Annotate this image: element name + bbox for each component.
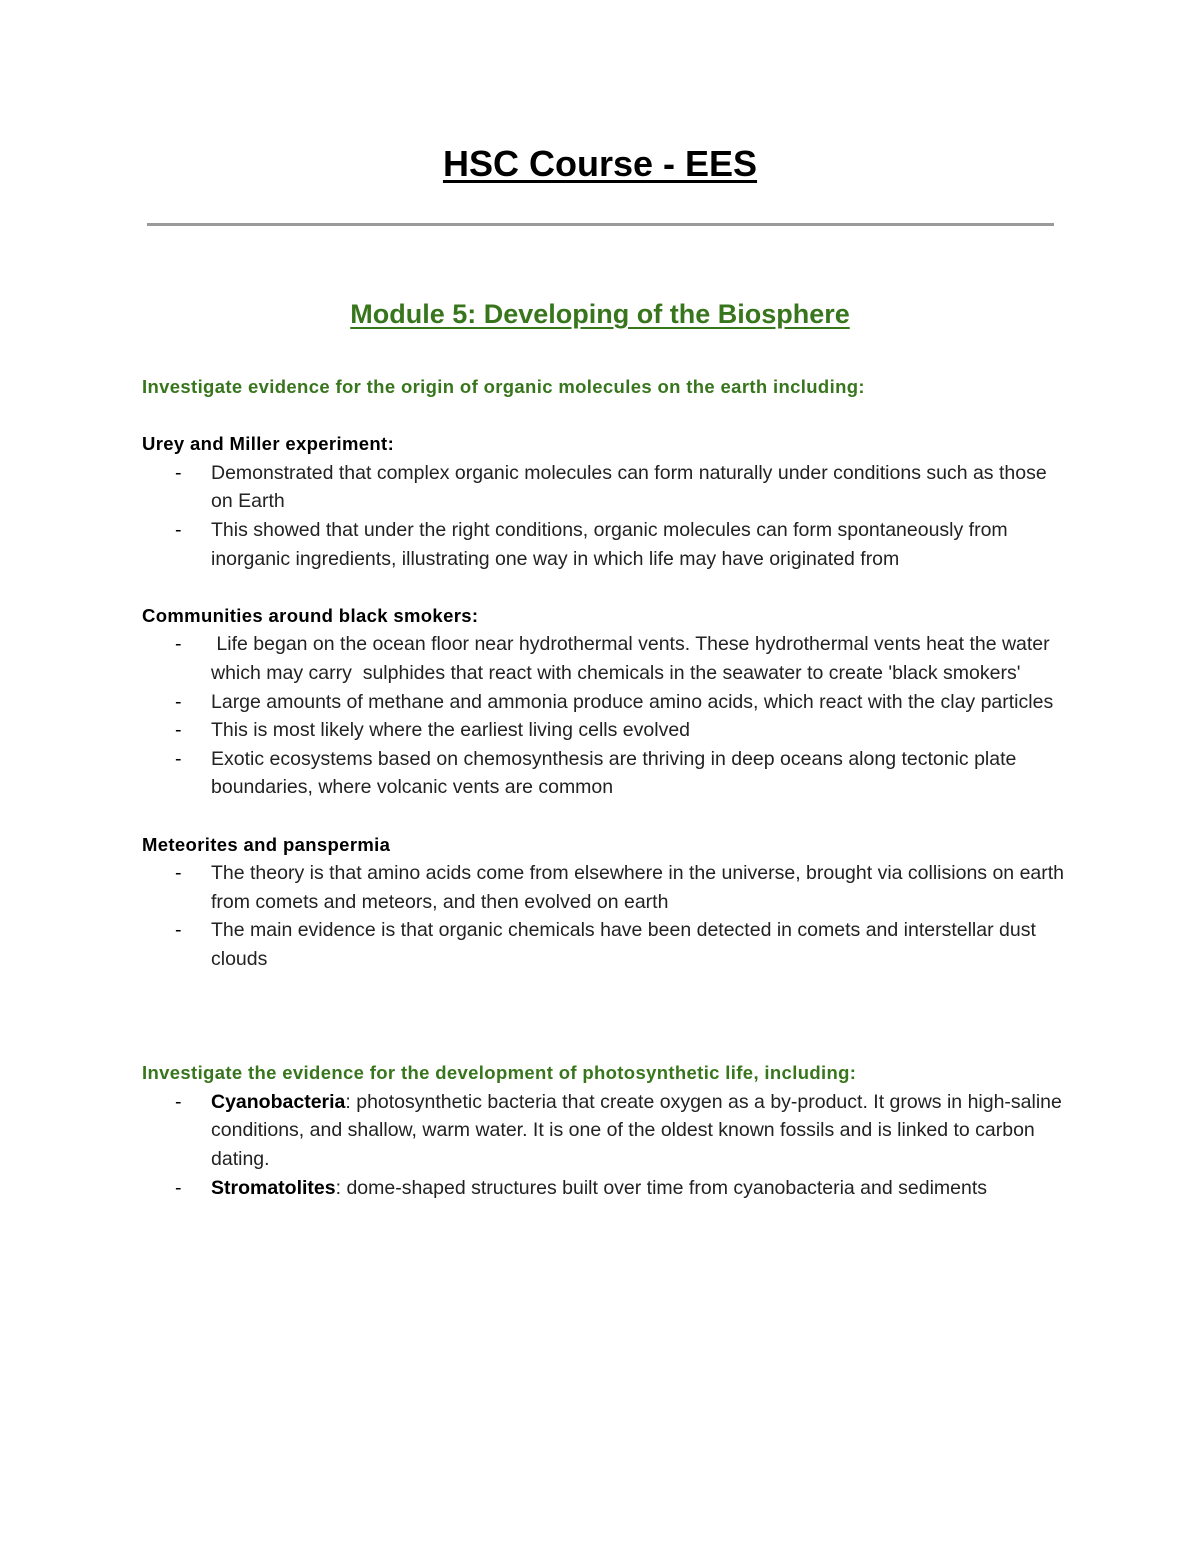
photosynthetic-life-list (142, 1088, 1072, 1202)
list-item-text: : dome-shaped structures built over time from cyanobacteria and sediments (335, 1176, 988, 1199)
section-heading-organic-molecules: Investigate evidence for the origin of organic molecules on the earth including: (142, 376, 865, 397)
subheading-urey-miller: Urey and Miller experiment: (142, 433, 395, 455)
list-item (142, 1174, 1072, 1203)
list-item (142, 745, 1072, 802)
list-item-text: Large amounts of methane and ammonia produce amino acids, which react with the clay particles (211, 690, 1054, 713)
list-item (142, 459, 1072, 516)
dash-bullet: - (175, 919, 182, 942)
blank-line (142, 802, 1072, 831)
list-item (142, 916, 1072, 973)
dash-bullet: - (175, 461, 182, 484)
dash-bullet: - (175, 719, 182, 742)
panspermia-list (142, 859, 1072, 973)
list-item (142, 716, 1072, 745)
blank-lines (142, 973, 1072, 1059)
list-item-text: The main evidence is that organic chemicals have been detected in comets and interstellar dust clouds (211, 919, 1036, 970)
black-smokers-list (142, 630, 1072, 802)
section-heading-photosynthetic-life: Investigate the evidence for the development of photosynthetic life, including: (142, 1062, 857, 1084)
dash-bullet: - (175, 518, 182, 541)
list-item-text: Life began on the ocean floor near hydrothermal vents. These hydrothermal vents heat the water which may carry sulphides that react with chemicals in the seawater to create 'black smokers' (211, 633, 1056, 684)
dash-bullet: - (175, 1176, 182, 1199)
list-item-text: This is most likely where the earliest living cells evolved (211, 719, 691, 742)
subheading-panspermia: Meteorites and panspermia (142, 833, 391, 855)
term-stromatolites: Stromatolites (211, 1176, 336, 1199)
list-item-text: The theory is that amino acids come from elsewhere in the universe, brought via collisions on earth from comets and meteors, and then evolved on earth (211, 862, 1065, 913)
document-title: HSC Course - EES (442, 143, 758, 184)
dash-bullet: - (175, 862, 182, 885)
list-item (142, 516, 1072, 573)
blank-line (142, 402, 1072, 431)
dash-bullet: - (175, 690, 182, 713)
term-cyanobacteria: Cyanobacteria (211, 1090, 346, 1113)
list-item-text: Exotic ecosystems based on chemosynthesis are thriving in deep oceans along tectonic plate boundaries, where volcanic vents are common (211, 747, 1017, 799)
list-item-text: : photosynthetic bacteria that create oxygen as a by-product. It grows in high-saline conditions, and shallow, warm water. It is one of the oldest known fossils and is linked to carbon dating. (211, 1090, 1062, 1171)
list-item (142, 859, 1072, 916)
list-item (142, 688, 1072, 717)
list-item-text: This showed that under the right conditions, organic molecules can form spontaneously from inorganic ingredients, illustrating one way in which life may have originated from (211, 518, 1008, 570)
horizontal-rule (147, 223, 1054, 226)
dash-bullet: - (175, 633, 182, 656)
module-title: Module 5: Developing of the Biosphere (350, 299, 850, 329)
list-item (142, 630, 1072, 687)
blank-line (142, 573, 1072, 602)
urey-miller-list (142, 459, 1072, 573)
subheading-black-smokers: Communities around black smokers: (142, 604, 479, 626)
dash-bullet: - (175, 747, 182, 770)
dash-bullet: - (175, 1090, 182, 1113)
document-body (142, 373, 1072, 1202)
list-item-text: Demonstrated that complex organic molecules can form naturally under conditions such as those on Earth (211, 461, 1047, 513)
list-item (142, 1088, 1072, 1174)
